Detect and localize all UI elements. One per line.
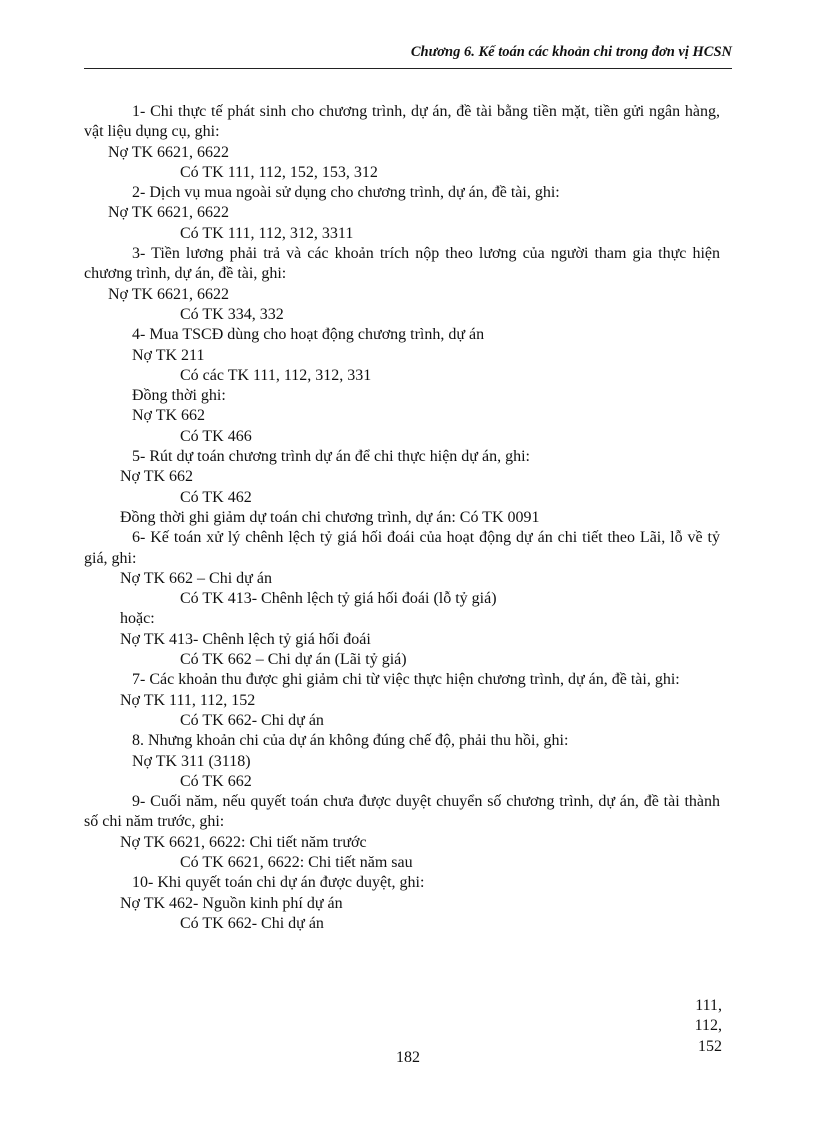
entry-line: Đồng thời ghi:	[132, 387, 226, 405]
account-stack-item: 111,	[695, 997, 722, 1014]
entry-line: 4- Mua TSCĐ dùng cho hoạt động chương trình, dự án	[132, 326, 485, 344]
entry-line: 5- Rút dự toán chương trình dự án để chi thực hiện dự án, ghi:	[132, 448, 530, 466]
chapter-header: Chương 6. Kế toán các khoản chi trong đơn vị HCSN	[410, 44, 732, 60]
entry-line: Nợ TK 662 – Chi dự án	[120, 569, 272, 587]
entry-line: Có TK 662- Chi dự án	[180, 711, 324, 729]
entry-line: Nợ TK 662	[132, 407, 206, 425]
paragraph-line: 6- Kế toán xử lý chênh lệch tỷ giá hối đoái của hoạt động dự án chi tiết theo Lãi, lỗ về tỷ giá, ghi:	[84, 529, 720, 567]
entry-line: Có TK 462	[180, 488, 252, 506]
document-body	[84, 102, 720, 934]
entry-line: 8. Nhưng khoản chi của dự án không đúng chế độ, phải thu hồi, ghi:	[132, 732, 569, 750]
entry-line: 10- Khi quyết toán chi dự án được duyệt, ghi:	[132, 874, 425, 892]
entry-line: Nợ TK 413- Chênh lệch tỷ giá hối đoái	[120, 630, 371, 648]
entry-line: Nợ TK 6621, 6622: Chi tiết năm trước	[120, 833, 367, 851]
entry-line: Có TK 111, 112, 152, 153, 312	[180, 163, 378, 181]
paragraph-line: 1- Chi thực tế phát sinh cho chương trình, dự án, đề tài bằng tiền mặt, tiền gửi ngân hàng, vật liệu dụng cụ, ghi:	[84, 103, 720, 141]
paragraph-line: 3- Tiền lương phải trả và các khoản trích nộp theo lương của người tham gia thực hiện chương trình, dự án, đề tài, ghi:	[84, 245, 720, 283]
entry-line: Có TK 662- Chi dự án	[180, 914, 324, 932]
entry-line: Nợ TK 6621, 6622	[108, 285, 230, 303]
entry-line: hoặc:	[120, 610, 155, 628]
entry-line: Nợ TK 6621, 6622	[108, 143, 230, 161]
paragraph-line: 7- Các khoản thu được ghi giảm chi từ việc thực hiện chương trình, dự án, đề tài, ghi:	[132, 671, 680, 689]
account-stack-item: 112,	[694, 1017, 722, 1035]
entry-line: Nợ TK 211	[132, 346, 205, 364]
account-stack	[640, 996, 722, 1057]
header-rule	[84, 68, 732, 69]
entry-line: Có TK 413- Chênh lệch tỷ giá hối đoái (lỗ tỷ giá)	[180, 590, 497, 608]
page-number: 182	[396, 1049, 420, 1066]
entry-line: Nợ TK 311 (3118)	[132, 752, 251, 770]
entry-line: Đồng thời ghi giảm dự toán chi chương trình, dự án: Có TK 0091	[120, 508, 540, 526]
entry-line: Có TK 662 – Chi dự án (Lãi tỷ giá)	[180, 651, 407, 669]
entry-line: Có TK 6621, 6622: Chi tiết năm sau	[180, 853, 413, 871]
entry-line: Có TK 111, 112, 312, 3311	[180, 224, 354, 242]
entry-line: Có TK 466	[180, 427, 252, 445]
entry-line: Có các TK 111, 112, 312, 331	[180, 366, 372, 384]
entry-line: Nợ TK 6621, 6622	[108, 204, 230, 222]
entry-line: Nợ TK 462- Nguồn kinh phí dự án	[120, 894, 343, 912]
paragraph-line: 9- Cuối năm, nếu quyết toán chưa được duyệt chuyển số chương trình, dự án, đề tài thành số chi năm trước, ghi:	[84, 793, 720, 831]
entry-line: Nợ TK 111, 112, 152	[120, 691, 256, 709]
entry-line: Có TK 334, 332	[180, 305, 284, 323]
account-stack-item: 152	[698, 1037, 722, 1055]
entry-line: Nợ TK 662	[120, 468, 194, 486]
entry-line: 2- Dịch vụ mua ngoài sử dụng cho chương trình, dự án, đề tài, ghi:	[132, 184, 560, 202]
entry-line: Có TK 662	[180, 772, 252, 790]
